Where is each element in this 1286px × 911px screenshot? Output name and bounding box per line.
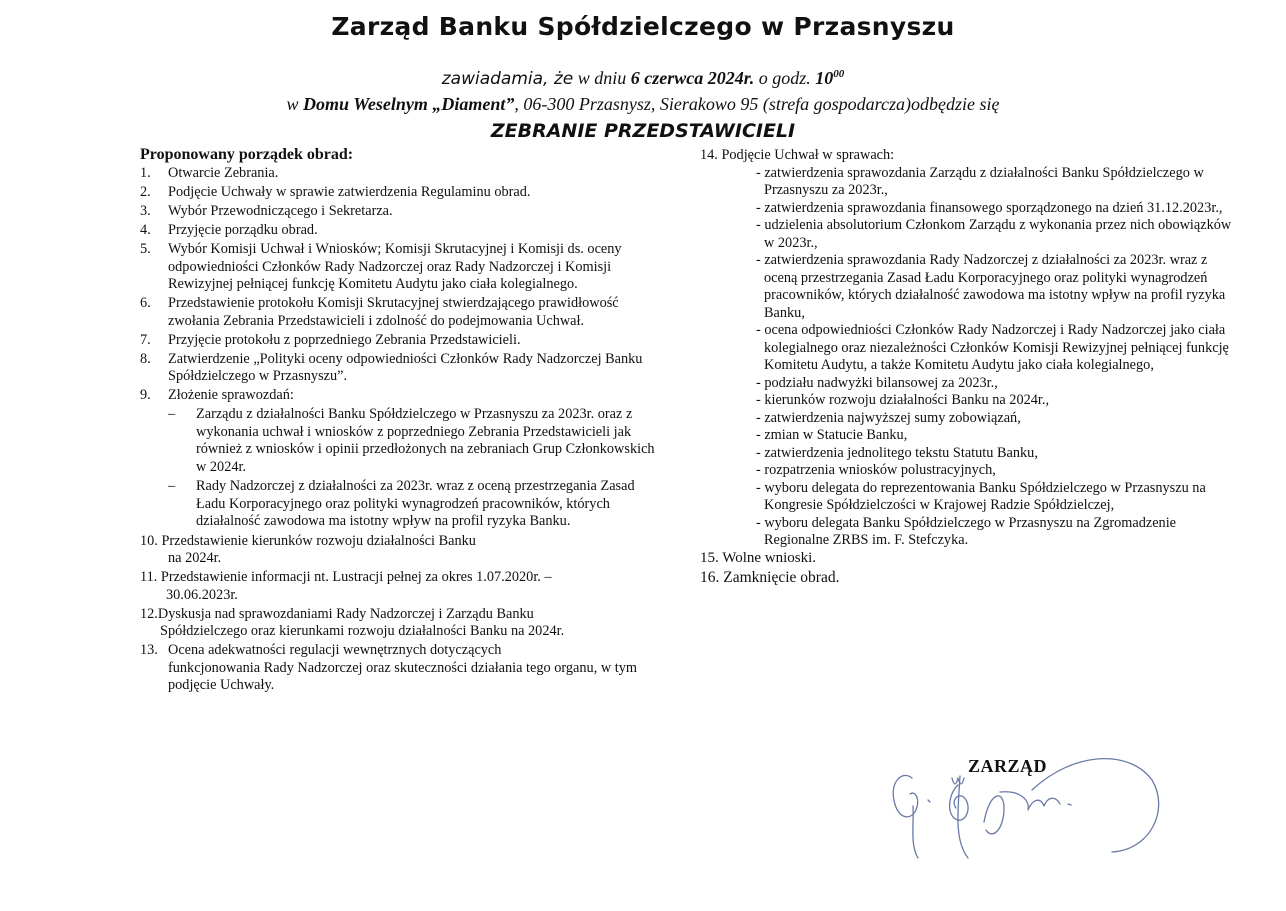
agenda-14-subitem: - zatwierdzenia najwyższej sumy zobowiązań, xyxy=(756,409,1021,426)
agenda-14-subitem: - zmian w Statucie Banku, xyxy=(756,427,908,443)
agenda-item-6 xyxy=(140,295,660,330)
agenda-14-subitem: - zatwierdzenia jednolitego tekstu Statutu Banku, xyxy=(756,444,1038,461)
agenda-text-line2: Spółdzielczego oraz kierunkami rozwoju działalności Banku na 2024r. xyxy=(160,623,565,639)
agenda-item-9 xyxy=(140,387,660,405)
agenda-text-line1: Przedstawienie informacji nt. Lustracji pełnej za okres 1.07.2020r. – xyxy=(160,569,552,585)
notice-date: 6 czerwca 2024r. xyxy=(630,68,755,88)
agenda-14-subitem: - kierunków rozwoju działalności Banku na 2024r., xyxy=(756,392,1050,408)
agenda-number: 6. xyxy=(140,295,151,311)
agenda-item-4 xyxy=(140,222,660,240)
agenda-right-column xyxy=(700,147,1240,587)
notice-venue: Domu Weselnym „Diament” xyxy=(303,94,515,114)
agenda-number: 8. xyxy=(140,350,151,367)
agenda-list-left xyxy=(140,165,660,405)
agenda-number: 15. xyxy=(700,549,719,566)
agenda-number: 11. xyxy=(140,569,158,585)
agenda-text: Przyjęcie porządku obrad. xyxy=(168,222,318,238)
agenda-14-subitem: - udzielenia absolutorium Członkom Zarządu z wykonania przez nich obowiązków w 2023r., xyxy=(756,217,1232,251)
agenda-number: 14. xyxy=(700,147,718,163)
agenda-14-subitem: - zatwierdzenia sprawozdania finansowego sporządzonego na dzień 31.12.2023r., xyxy=(756,199,1223,216)
agenda-14-subitem: - podziału nadwyżki bilansowej za 2023r., xyxy=(756,374,998,391)
agenda-text: Otwarcie Zebrania. xyxy=(168,165,279,181)
agenda-text-line2: na 2024r. xyxy=(168,550,222,566)
agenda-number: 1. xyxy=(140,165,151,181)
agenda-text: Wolne wnioski. xyxy=(722,549,817,566)
agenda-number: 2. xyxy=(140,184,151,200)
agenda-text: Wybór Komisji Uchwał i Wniosków; Komisji Skrutacyjnej i Komisji ds. oceny odpowiedniości Członków Rady Nadzorczej oraz Rady Nadzorczej i Komisji Rewizyjnej pełniącej funkcję Komitetu Audytu jako ciała kolegialnego. xyxy=(168,241,622,292)
agenda-item-5 xyxy=(140,241,660,294)
agenda-text: Złożenie sprawozdań: xyxy=(168,387,294,403)
agenda-item-1 xyxy=(140,165,660,183)
agenda-item-3 xyxy=(140,203,660,221)
agenda-item-11 xyxy=(140,569,660,604)
notice-venue-address: , 06-300 Przasnysz, Sierakowo 95 (strefa gospodarcza)odbędzie się xyxy=(514,94,1000,114)
handwritten-signature xyxy=(880,730,1180,880)
agenda-14-subitem: - ocena odpowiedniości Członków Rady Nadzorczej i Rady Nadzorczej jako ciała kolegialnego oraz niezależności Członków Komisji Rewizyjnej pełniącej funkcję Komitetu Audytu, a także Komitetu Audytu jako ciała kolegialnego, xyxy=(756,322,1229,373)
agenda-14-subitem: - wyboru delegata do reprezentowania Banku Spółdzielczego w Przasnyszu na Kongresie Spółdzielczości w Krajowej Radzie Spółdzielczej, xyxy=(756,479,1206,513)
agenda-item-16 xyxy=(700,569,1240,587)
notice-line-venue xyxy=(0,94,1286,115)
signature-label: ZARZĄD xyxy=(968,756,1048,776)
agenda-item-12 xyxy=(140,606,660,641)
agenda-text: Zamknięcie obrad. xyxy=(723,569,840,586)
agenda-list-end xyxy=(700,550,1240,587)
agenda-14-subitem: - zatwierdzenia sprawozdania Rady Nadzorczej z działalności za 2023r. wraz z oceną przestrzegania Zasad Ładu Korporacyjnego oraz polityki wynagrodzeń pracowników, których działalność zawodowa ma istotny wpływ na profil ryzyka Banku, xyxy=(756,252,1226,321)
agenda-item-2 xyxy=(140,184,660,202)
meeting-heading: ZEBRANIE PRZEDSTAWICIELI xyxy=(490,120,796,142)
agenda-text: Podjęcie Uchwał w sprawach: xyxy=(721,147,895,163)
agenda-text-line2: 30.06.2023r. xyxy=(166,586,238,603)
agenda-text-line1: Dyskusja nad sprawozdaniami Rady Nadzorczej i Zarządu Banku xyxy=(157,605,534,622)
agenda-left-column xyxy=(140,146,660,696)
agenda-item-7 xyxy=(140,332,660,350)
agenda-9-subitem xyxy=(140,478,660,531)
agenda-9-subitem-text: Rady Nadzorczej z działalności za 2023r. wraz z oceną przestrzegania Zasad Ładu Korporacyjnego oraz polityki wynagrodzeń pracowników, których działalność zawodowa ma istotny wpływ na profil ryzyka Banku. xyxy=(196,478,635,529)
sub-dash: – xyxy=(168,478,176,494)
notice-verb: zawiadamia, że xyxy=(441,69,574,89)
agenda-9-subitem xyxy=(140,406,660,476)
sub-dash: – xyxy=(168,406,176,422)
notice-line-date xyxy=(0,68,1286,89)
agenda-text: Przedstawienie protokołu Komisji Skrutacyjnej stwierdzającego prawidłowość zwołania Zebrania Przedstawicieli i zdolność do podejmowania Uchwał. xyxy=(168,295,619,329)
agenda-text-line1: Ocena adekwatności regulacji wewnętrznych dotyczących xyxy=(168,642,502,658)
agenda-text: Przyjęcie protokołu z poprzedniego Zebrania Przedstawicieli. xyxy=(168,331,521,348)
agenda-number: 3. xyxy=(140,203,151,219)
agenda-item-13 xyxy=(140,642,660,695)
agenda-14-subitem: - zatwierdzenia sprawozdania Zarządu z działalności Banku Spółdzielczego w Przasnyszu za 2023r., xyxy=(756,164,1204,198)
agenda-number: 7. xyxy=(140,331,151,348)
notice-date-prefix: w dniu xyxy=(573,68,631,88)
agenda-number: 12. xyxy=(140,605,158,622)
agenda-number: 10. xyxy=(140,532,158,549)
agenda-text-line2: funkcjonowania Rady Nadzorczej oraz skuteczności działania tego organu, w tym podjęcie Uchwały. xyxy=(168,659,637,693)
agenda-text-line1: Przedstawienie kierunków rozwoju działalności Banku xyxy=(161,532,476,549)
agenda-14-sublist xyxy=(700,165,1240,550)
notice-time-prefix: o godz. xyxy=(754,68,816,88)
agenda-number: 5. xyxy=(140,241,151,257)
agenda-item-10 xyxy=(140,533,660,568)
notice-venue-prefix: w xyxy=(286,94,304,114)
agenda-number: 16. xyxy=(700,569,720,586)
agenda-text: Podjęcie Uchwały w sprawie zatwierdzenia Regulaminu obrad. xyxy=(168,184,531,200)
agenda-item-8 xyxy=(140,351,660,386)
agenda-item-15 xyxy=(700,550,1240,568)
agenda-item-14 xyxy=(700,147,1240,165)
agenda-14-subitem: - rozpatrzenia wniosków polustracyjnych, xyxy=(756,462,996,478)
agenda-9-subitem-text: Zarządu z działalności Banku Spółdzielczego w Przasnyszu za 2023r. oraz z wykonania uchwał i wniosków z poprzedniego Zebrania Przedstawicieli jak również z wniosków i opinii przedłożonych na zebraniach Grup Członkowskich w 2024r. xyxy=(196,406,655,475)
agenda-text: Wybór Przewodniczącego i Sekretarza. xyxy=(168,203,393,219)
agenda-9-sublist xyxy=(140,406,660,531)
agenda-title: Proponowany porządek obrad: xyxy=(140,146,354,163)
agenda-14-subitem: - wyboru delegata Banku Spółdzielczego w Przasnyszu na Zgromadzenie Regionalne ZRBS im. F. Stefczyka. xyxy=(756,514,1177,548)
document-title: Zarząd Banku Spółdzielczego w Przasnyszu xyxy=(331,12,955,41)
agenda-text: Zatwierdzenie „Polityki oceny odpowiedniości Członków Rady Nadzorczej Banku Spółdzielczego w Przasnyszu”. xyxy=(168,350,643,384)
agenda-number: 13. xyxy=(140,642,158,658)
agenda-number: 9. xyxy=(140,387,151,403)
notice-time-minutes: 00 xyxy=(833,68,845,80)
notice-time: 10 xyxy=(815,68,834,88)
agenda-number: 4. xyxy=(140,222,151,238)
